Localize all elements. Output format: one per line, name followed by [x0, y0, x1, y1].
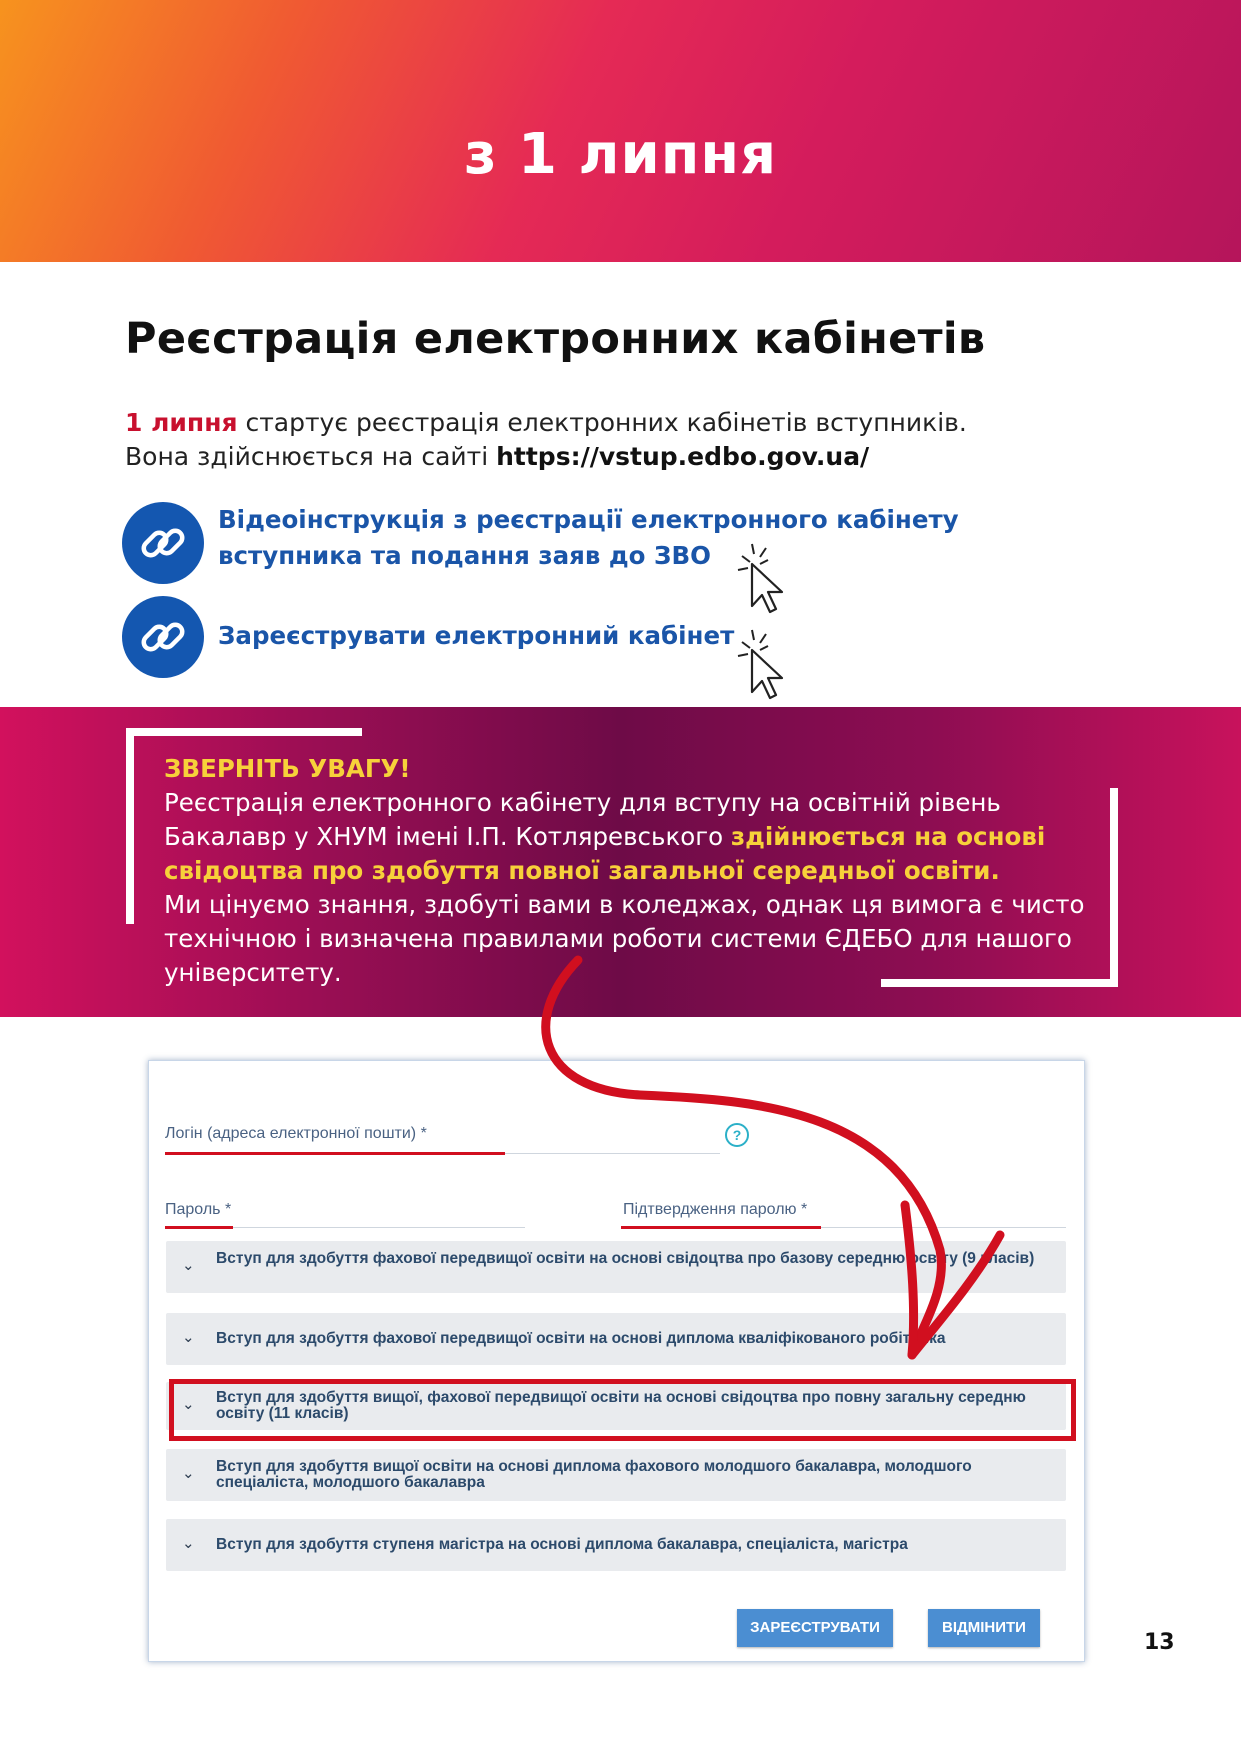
link-icon[interactable] — [122, 596, 204, 678]
red-underline — [165, 1152, 505, 1155]
frame-corner-left — [126, 728, 134, 924]
chevron-down-icon: ⌄ — [182, 1395, 195, 1413]
site-url[interactable]: https://vstup.edbo.gov.ua/ — [496, 442, 870, 471]
chevron-down-icon: ⌄ — [182, 1256, 195, 1274]
admission-option-label: Вступ для здобуття вищої, фахової передвищої освіти на основі свідоцтва про повну загальну середню освіту (11 класів) — [216, 1389, 1026, 1422]
link-icon[interactable] — [122, 502, 204, 584]
header-title: з 1 липня — [463, 122, 778, 187]
video-instruction-line1[interactable]: Відеоінструкція з реєстрації електронного кабінету — [218, 505, 959, 534]
frame-corner-right — [1110, 788, 1118, 987]
register-button[interactable]: ЗАРЕЄСТРУВАТИ — [737, 1609, 893, 1647]
pointer-cursor-icon — [732, 540, 792, 614]
chevron-down-icon: ⌄ — [182, 1328, 195, 1346]
admission-option[interactable] — [166, 1519, 1066, 1571]
notice-text-2: Ми цінуємо знання, здобуті вами в коледжах, однак ця вимога є чисто технічною і визначена правилами роботи системи ЄДЕБО для нашого університету. — [164, 890, 1085, 987]
chevron-down-icon: ⌄ — [182, 1534, 195, 1552]
intro-date: 1 липня — [125, 408, 238, 437]
admission-option-label: Вступ для здобуття вищої освіти на основі диплома фахового молодшого бакалавра, молодшого спеціаліста, молодшого бакалавра — [216, 1458, 972, 1491]
admission-option[interactable] — [166, 1241, 1066, 1293]
notice-box — [164, 752, 1104, 990]
notice-heading: ЗВЕРНІТЬ УВАГУ! — [164, 754, 411, 783]
pointer-cursor-icon — [732, 626, 792, 700]
admission-option[interactable] — [166, 1313, 1066, 1365]
red-underline — [165, 1226, 233, 1229]
registration-form — [148, 1060, 1085, 1662]
notice-text: Реєстрація електронного кабінету для вступу на освітній рівень Бакалавр у ХНУМ імені І.П. Котляревського — [164, 788, 1001, 851]
header-banner — [0, 0, 1241, 262]
help-icon[interactable]: ? — [725, 1123, 749, 1147]
password-label: Пароль * — [165, 1201, 232, 1218]
admission-option-label: Вступ для здобуття ступеня магістра на основі диплома бакалавра, спеціаліста, магістра — [216, 1536, 908, 1553]
intro-text: стартує реєстрація електронних кабінетів вступників. — [237, 408, 967, 437]
admission-option[interactable] — [166, 1449, 1066, 1501]
frame-corner-top-left — [126, 728, 362, 736]
intro-paragraph — [125, 406, 967, 474]
register-cabinet-text[interactable]: Зареєструвати електронний кабінет — [218, 621, 735, 650]
admission-option-label: Вступ для здобуття фахової передвищої освіти на основі диплома кваліфікованого робітника — [216, 1330, 946, 1347]
section-title: Реєстрація електронних кабінетів — [125, 314, 986, 364]
cancel-button[interactable]: ВІДМІНИТИ — [928, 1609, 1040, 1647]
chevron-down-icon: ⌄ — [182, 1464, 195, 1482]
notice-body — [164, 786, 1104, 888]
login-label: Логін (адреса електронної пошти) * — [165, 1125, 427, 1142]
red-underline — [621, 1226, 821, 1229]
confirm-password-label: Підтвердження паролю * — [623, 1201, 808, 1218]
intro-text-line2: Вона здійснюється на сайті — [125, 442, 497, 471]
notice-highlight: здійнюється на основі свідоцтва про здобуття повної загальної середньої освіти. — [164, 822, 1046, 885]
video-instruction-line2[interactable]: вступника та подання заяв до ЗВО — [218, 541, 711, 570]
page-number: 13 — [1144, 1630, 1175, 1655]
admission-option-label: Вступ для здобуття фахової передвищої освіти на основі свідоцтва про базову середню освіту (9 класів) — [216, 1250, 1035, 1267]
selected-option-highlight — [169, 1379, 1076, 1441]
